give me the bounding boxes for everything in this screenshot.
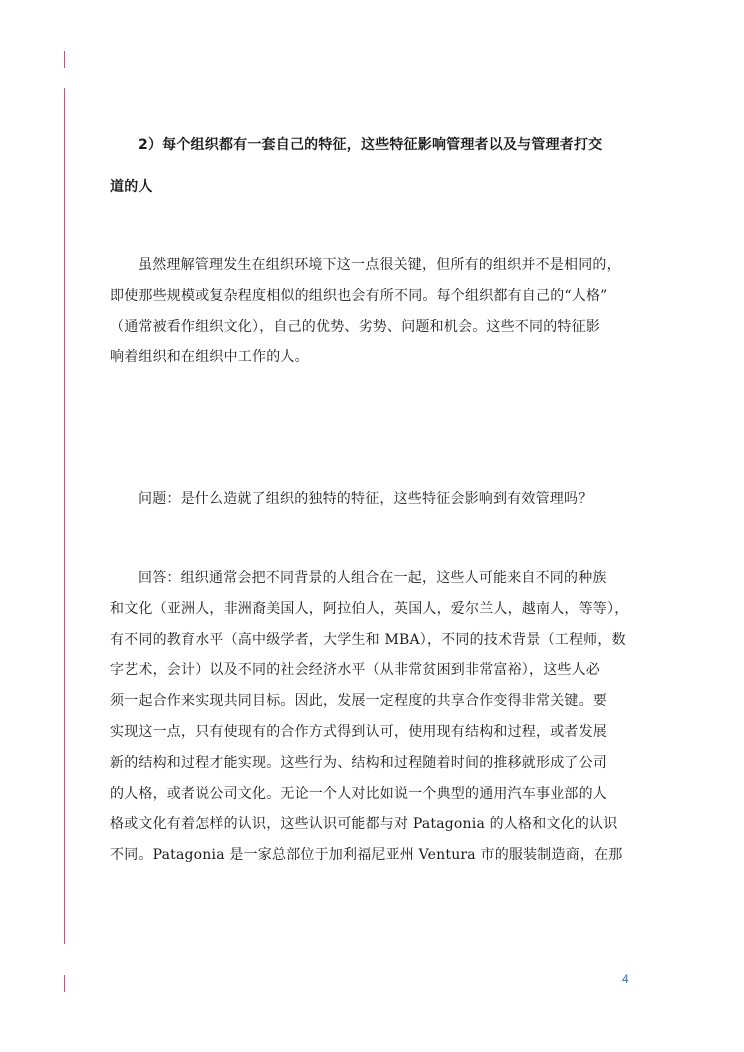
section-heading (110, 124, 635, 208)
heading-line: 道的人 (110, 179, 153, 195)
answer-line: 新的结构和过程才能实现。这些行为、结构和过程随着时间的推移就形成了公司 (110, 754, 607, 771)
heading-line: 2）每个组织都有一套自己的特征，这些特征影响管理者以及与管理者打交 (138, 137, 603, 153)
answer-line: 实现这一点，只有使现有的合作方式得到认可，使用现有结构和过程，或者发展 (110, 723, 607, 740)
question-paragraph (110, 484, 635, 515)
answer-line: 有不同的教育水平（高中级学者，大学生和 MBA），不同的技术背景（工程师，数 (110, 631, 626, 648)
answer-line: 字艺术，会计）以及不同的社会经济水平（从非常贫困到非常富裕），这些人必 (110, 662, 600, 679)
answer-line: 格或文化有着怎样的认识，这些认识可能都与对 Patagonia 的人格和文化的认识 (110, 816, 618, 833)
paragraph-intro (110, 250, 635, 373)
paragraph-line: 响着组织和在组织中工作的人。 (110, 349, 309, 366)
answer-line: 不同。Patagonia 是一家总部位于加利福尼亚州 Ventura 市的服装制造商，在那 (110, 847, 623, 864)
paragraph-line: （通常被看作组织文化），自己的优势、劣势、问题和机会。这些不同的特征影 (110, 318, 600, 335)
paragraph-line: 虽然理解管理发生在组织环境下这一点很关键，但所有的组织并不是相同的， (138, 257, 621, 273)
answer-line: 的人格，或者说公司文化。无论一个人对比如说一个典型的通用汽车事业部的人 (110, 785, 607, 802)
margin-mark-main (64, 88, 65, 944)
margin-mark-bottom (64, 975, 65, 992)
answer-paragraph (110, 563, 635, 871)
answer-line: 和文化（亚洲人，非洲裔美国人，阿拉伯人，英国人，爱尔兰人，越南人，等等）， (110, 600, 629, 617)
answer-line: 须一起合作来实现共同目标。因此，发展一定程度的共享合作变得非常关键。要 (110, 693, 607, 710)
paragraph-line: 即使那些规模或复杂程度相似的组织也会有所不同。每个组织都有自己的“人格” (110, 287, 608, 304)
question-text: 问题：是什么造就了组织的独特的特征，这些特征会影响到有效管理吗？ (138, 491, 593, 507)
answer-line: 回答：组织通常会把不同背景的人组合在一起，这些人可能来自不同的种族 (138, 570, 607, 586)
page-number: 4 (622, 972, 629, 986)
margin-mark-top (64, 51, 65, 68)
